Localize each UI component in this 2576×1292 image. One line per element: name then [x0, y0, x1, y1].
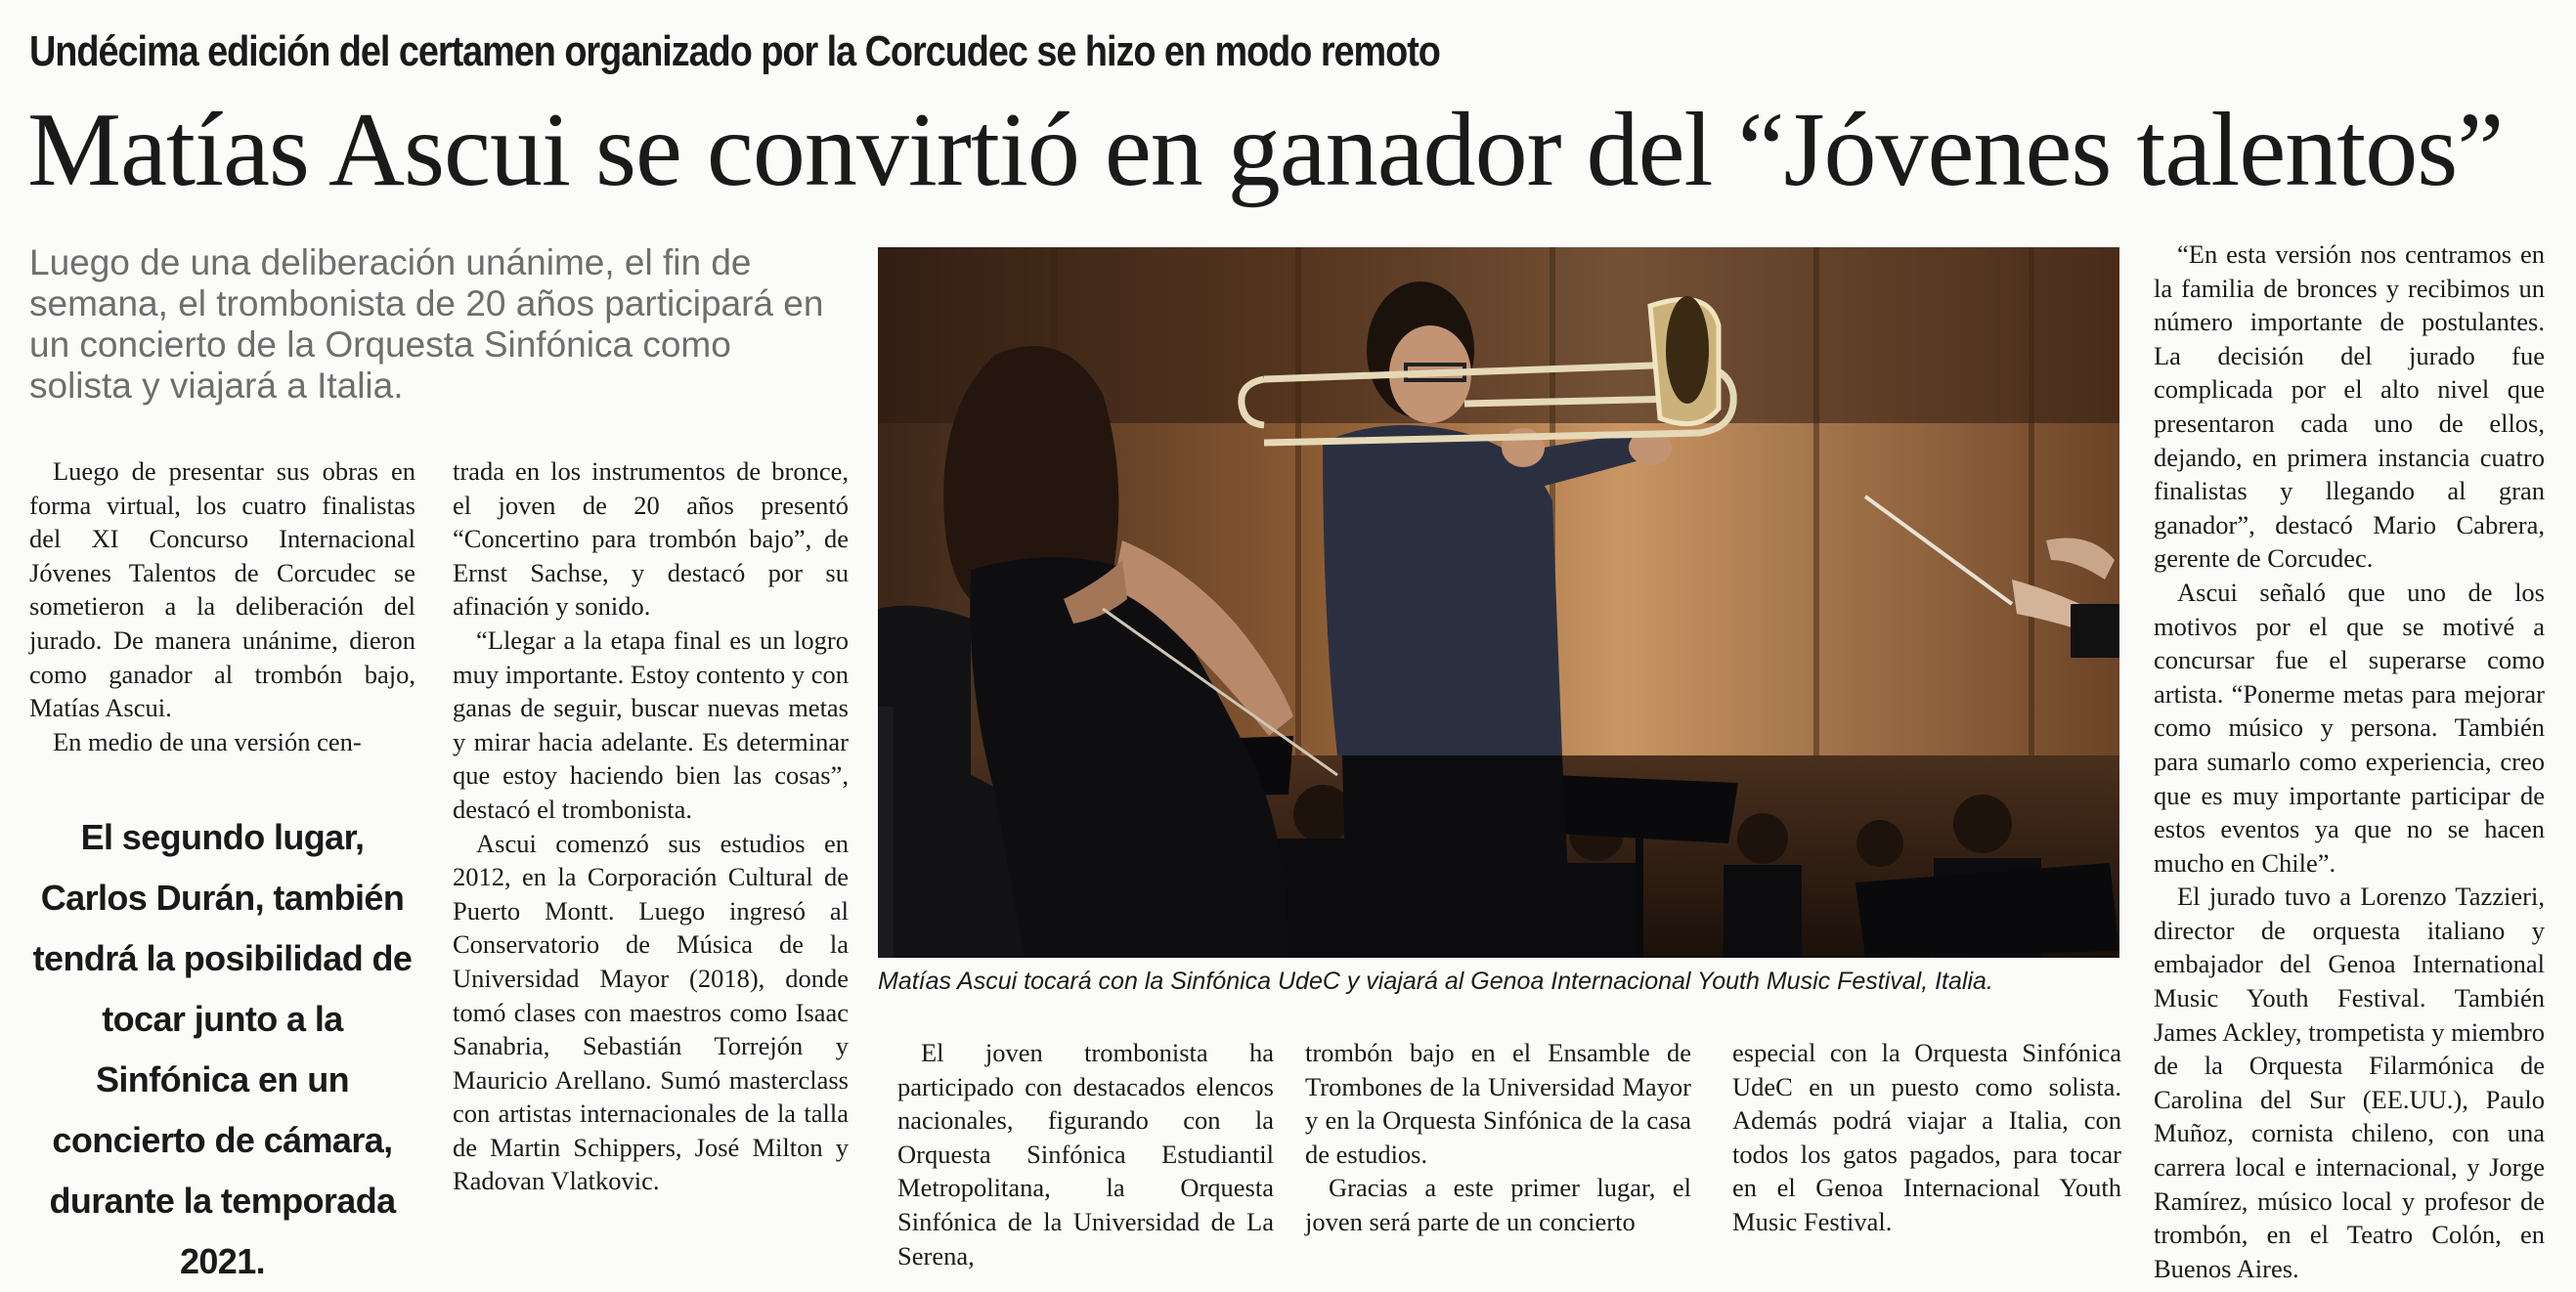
- paragraph: trombón bajo en el Ensamble de Trombones de la Universidad Mayor y en la Orquesta Sinfónica de la casa de estudios.: [1305, 1038, 1691, 1169]
- paragraph: En medio de una versión cen-: [53, 726, 362, 756]
- paragraph: El joven trombonista ha participado con destacados elencos nacionales, figurando con la Orquesta Sinfónica Estudiantil Metropolitana, la Orquesta Sinfónica de la Universidad de La Serena,: [897, 1038, 1274, 1270]
- paragraph: Gracias a este primer lugar, el joven será parte de un concierto: [1305, 1173, 1691, 1236]
- column-2: [453, 454, 849, 1198]
- paragraph: trada en los instrumentos de bronce, el joven de 20 años presentó “Concertino para trombón bajo”, de Ernst Sachse, y destacó por su afinación y sonido.: [453, 456, 849, 622]
- photo-caption: Matías Ascui tocará con la Sinfónica UdeC y viajará al Genoa Internacional Youth Music Festival, Italia.: [878, 968, 1993, 995]
- paragraph: Ascui señaló que uno de los motivos por el que se motivé a concursar fue el superarse como artista. “Ponerme metas para mejorar como músico y persona. También para sumarlo como experiencia, creo que es muy importante participar de estos eventos ya que no se hacen mucho en Chile”.: [2154, 577, 2545, 878]
- paragraph: “En esta versión nos centramos en la familia de bronces y recibimos un número importante de postulantes. La decisión del jurado fue complicada por el alto nivel que presentaron cada uno de ellos, dejando, en primera instancia cuatro finalistas y llegando al gran ganador”, destacó Mario Cabrera, gerente de Corcudec.: [2154, 239, 2545, 574]
- pull-quote: El segundo lugar, Carlos Durán, también tendrá la posibilidad de tocar junto a la Sinfónica en un concierto de cámara, durante la temporada 2021.: [32, 817, 413, 1281]
- paragraph: Ascui comenzó sus estudios en 2012, en la Corporación Cultural de Puerto Montt. Luego ingresó al Conservatorio de Música de la Universidad Mayor (2018), donde tomó clases con maestros como Isaac Sanabria, Sebastián Torrejón y Mauricio Arellano. Sumó masterclass con artistas internacionales de la talla de Martin Schippers, José Milton y Radovan Vlatkovic.: [453, 828, 849, 1196]
- column-5: [1732, 1036, 2121, 1239]
- column-1: [29, 454, 415, 758]
- article-photo: [878, 247, 2119, 958]
- paragraph: “Llegar a la etapa final es un logro muy importante. Estoy contento y con ganas de seguir, buscar nuevas metas y mirar hacia adelante. Es determinar que estoy haciendo bien las cosas”, destacó el trombonista.: [453, 624, 849, 824]
- article-kicker: Undécima edición del certamen organizado por la Corcudec se hizo en modo remoto: [29, 27, 1440, 75]
- paragraph: Luego de presentar sus obras en forma virtual, los cuatro finalistas del XI Concurso Internacional Jóvenes Talentos de Corcudec se sometieron a la deliberación del jurado. De manera unánime, dieron como ganador al trombón bajo, Matías Ascui.: [29, 456, 415, 723]
- article-headline: Matías Ascui se convirtió en ganador del “Jóvenes talentos”: [27, 92, 2504, 208]
- article-deck: Luego de una deliberación unánime, el fin de semana, el trombonista de 20 años participará en un concierto de la Orquesta Sinfónica como solista y viajará a Italia.: [29, 242, 824, 406]
- column-6: [2154, 237, 2545, 1285]
- column-3: [897, 1036, 1274, 1272]
- column-4: [1305, 1036, 1691, 1239]
- orchestra-photo-illustration: [878, 247, 2119, 958]
- paragraph: especial con la Orquesta Sinfónica UdeC en un puesto como solista. Además podrá viajar a Italia, con todos los gatos pagados, para tocar en el Genoa Internacional Youth Music Festival.: [1732, 1038, 2121, 1236]
- paragraph: El jurado tuvo a Lorenzo Tazzieri, director de orquesta italiano y embajador del Genoa International Music Youth Festival. También James Ackley, trompetista y miembro de la Orquesta Filarmónica de Carolina del Sur (EE.UU.), Paulo Muñoz, cornista chileno, con una carrera local e internacional, y Jorge Ramírez, músico local y profesor de trombón, en el Teatro Colón, en Buenos Aires.: [2154, 882, 2545, 1283]
